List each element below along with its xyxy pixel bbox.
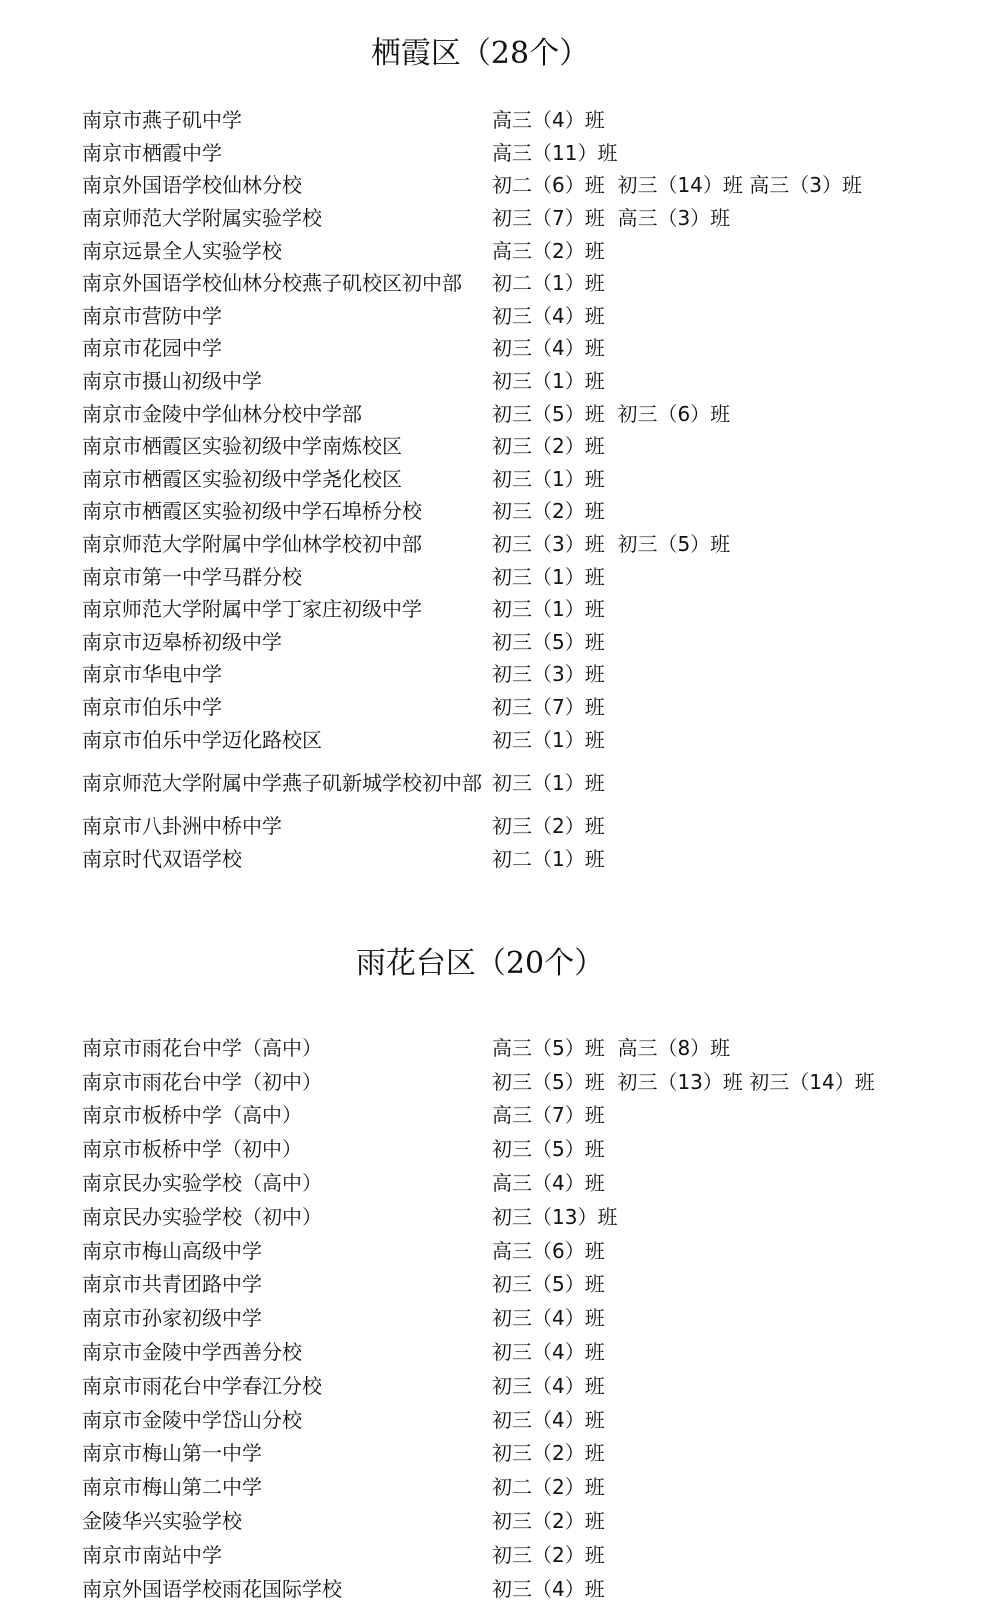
list-item	[82, 169, 982, 202]
school-name: 南京市摄山初级中学	[82, 369, 262, 394]
section-title-yuhuatai: 雨花台区（20个）	[355, 946, 605, 981]
school-name: 南京市雨花台中学（高中）	[82, 1035, 322, 1060]
school-name: 南京市燕子矶中学	[82, 108, 242, 133]
class-list: 高三（4）班	[492, 1171, 605, 1196]
class-list: 初三（5）班	[492, 1137, 605, 1162]
list-item	[82, 495, 982, 528]
school-name: 南京师范大学附属实验学校	[82, 206, 322, 231]
school-name: 南京市梅山高级中学	[82, 1238, 262, 1263]
school-name: 南京市第一中学马群分校	[82, 564, 302, 589]
class-list: 初三（4）班	[492, 336, 605, 361]
list-item	[82, 1065, 982, 1099]
list-item	[82, 104, 982, 137]
list-item	[82, 560, 982, 593]
school-name: 南京市梅山第二中学	[82, 1475, 262, 1500]
class-list: 初三（7）班 高三（3）班	[492, 206, 731, 231]
class-list: 初二（1）班	[492, 271, 605, 296]
list-item	[82, 397, 982, 430]
school-name: 南京市金陵中学西善分校	[82, 1340, 302, 1365]
school-name: 南京市伯乐中学迈化路校区	[82, 727, 322, 752]
school-name: 南京外国语学校仙林分校燕子矶校区初中部	[82, 271, 462, 296]
school-name: 南京时代双语学校	[82, 846, 242, 871]
school-name: 南京市迈皋桥初级中学	[82, 629, 282, 654]
school-name: 南京市栖霞区实验初级中学石埠桥分校	[82, 499, 422, 524]
school-name: 南京民办实验学校（初中）	[82, 1204, 322, 1229]
school-name: 南京外国语学校仙林分校	[82, 173, 302, 198]
class-list: 高三（2）班	[492, 238, 605, 263]
list-item	[82, 658, 982, 691]
list-item	[82, 1301, 982, 1335]
school-name: 南京市金陵中学仙林分校中学部	[82, 401, 362, 426]
school-name: 南京市营防中学	[82, 303, 222, 328]
class-list: 初三（2）班	[492, 434, 605, 459]
class-list: 初三（1）班	[492, 369, 605, 394]
list-item	[82, 365, 982, 398]
class-list: 初三（7）班	[492, 694, 605, 719]
class-list: 初三（1）班	[492, 597, 605, 622]
school-name: 南京市共青团路中学	[82, 1272, 262, 1297]
school-name: 南京市华电中学	[82, 662, 222, 687]
school-name: 南京市八卦洲中桥中学	[82, 814, 282, 839]
class-list: 初二（1）班	[492, 846, 605, 871]
class-list: 初三（5）班	[492, 629, 605, 654]
list-item	[82, 1470, 982, 1504]
school-name: 南京民办实验学校（高中）	[82, 1171, 322, 1196]
class-list: 初三（2）班	[492, 1441, 605, 1466]
school-name: 南京市雨花台中学（初中）	[82, 1069, 322, 1094]
list-item	[82, 1099, 982, 1133]
school-name: 南京市金陵中学岱山分校	[82, 1407, 302, 1432]
school-name: 南京外国语学校雨花国际学校	[82, 1576, 342, 1601]
school-name: 金陵华兴实验学校	[82, 1509, 242, 1534]
class-list: 初三（1）班	[492, 564, 605, 589]
list-item	[82, 626, 982, 659]
list-item	[82, 267, 982, 300]
class-list: 高三（5）班 高三（8）班	[492, 1035, 731, 1060]
list-item	[82, 723, 982, 756]
school-list-yuhuatai	[82, 1031, 982, 1606]
school-name: 南京师范大学附属中学燕子矶新城学校初中部	[82, 770, 482, 795]
list-item	[82, 430, 982, 463]
class-list: 初二（6）班 初三（14）班 高三（3）班	[492, 173, 862, 198]
school-name: 南京市雨花台中学春江分校	[82, 1373, 322, 1398]
class-list: 高三（4）班	[492, 108, 605, 133]
school-name: 南京市栖霞区实验初级中学尧化校区	[82, 466, 402, 491]
list-item	[82, 300, 982, 333]
list-item	[82, 1335, 982, 1369]
class-list: 高三（11）班	[492, 140, 618, 165]
school-name: 南京市栖霞中学	[82, 140, 222, 165]
list-item	[82, 842, 982, 875]
list-item	[82, 1166, 982, 1200]
class-list: 初三（5）班	[492, 1272, 605, 1297]
class-list: 初三（4）班	[492, 1576, 605, 1601]
list-item	[82, 810, 982, 843]
school-name: 南京市花园中学	[82, 336, 222, 361]
class-list: 初三（4）班	[492, 1306, 605, 1331]
class-list: 初三（5）班 初三（6）班	[492, 401, 731, 426]
class-list: 高三（6）班	[492, 1238, 605, 1263]
school-name: 南京师范大学附属中学丁家庄初级中学	[82, 597, 422, 622]
list-item	[82, 1403, 982, 1437]
list-item	[82, 463, 982, 496]
list-item	[82, 593, 982, 626]
school-name: 南京师范大学附属中学仙林学校初中部	[82, 532, 422, 557]
class-list: 初三（4）班	[492, 1373, 605, 1398]
class-list: 初三（2）班	[492, 814, 605, 839]
school-name: 南京市伯乐中学	[82, 694, 222, 719]
school-name: 南京市栖霞区实验初级中学南炼校区	[82, 434, 402, 459]
class-list: 初二（2）班	[492, 1475, 605, 1500]
list-item	[82, 1369, 982, 1403]
list-item	[82, 1572, 982, 1606]
list-item	[82, 1132, 982, 1166]
list-item	[82, 1437, 982, 1471]
school-name: 南京市梅山第一中学	[82, 1441, 262, 1466]
school-name: 南京远景全人实验学校	[82, 238, 282, 263]
list-item	[82, 332, 982, 365]
list-item	[82, 1504, 982, 1538]
class-list: 高三（7）班	[492, 1103, 605, 1128]
list-item	[82, 1234, 982, 1268]
school-name: 南京市板桥中学（初中）	[82, 1137, 302, 1162]
class-list: 初三（1）班	[492, 727, 605, 752]
list-item	[82, 1200, 982, 1234]
class-list: 初三（4）班	[492, 1340, 605, 1365]
class-list: 初三（2）班	[492, 499, 605, 524]
list-item	[82, 756, 982, 810]
class-list: 初三（4）班	[492, 1407, 605, 1432]
class-list: 初三（5）班 初三（13）班 初三（14）班	[492, 1069, 875, 1094]
school-name: 南京市孙家初级中学	[82, 1306, 262, 1331]
class-list: 初三（3）班	[492, 662, 605, 687]
school-list-qixia	[82, 104, 982, 875]
class-list: 初三（3）班 初三（5）班	[492, 532, 731, 557]
school-name: 南京市板桥中学（高中）	[82, 1103, 302, 1128]
class-list: 初三（13）班	[492, 1204, 618, 1229]
list-item	[82, 691, 982, 724]
class-list: 初三（2）班	[492, 1542, 605, 1567]
list-item	[82, 1268, 982, 1302]
school-name: 南京市南站中学	[82, 1542, 222, 1567]
list-item	[82, 1538, 982, 1572]
class-list: 初三（2）班	[492, 1509, 605, 1534]
class-list: 初三（4）班	[492, 303, 605, 328]
list-item	[82, 202, 982, 235]
list-item	[82, 137, 982, 170]
list-item	[82, 234, 982, 267]
list-item	[82, 1031, 982, 1065]
class-list: 初三（1）班	[492, 466, 605, 491]
list-item	[82, 528, 982, 561]
section-title-qixia: 栖霞区（28个）	[370, 36, 590, 71]
class-list: 初三（1）班	[492, 770, 605, 795]
